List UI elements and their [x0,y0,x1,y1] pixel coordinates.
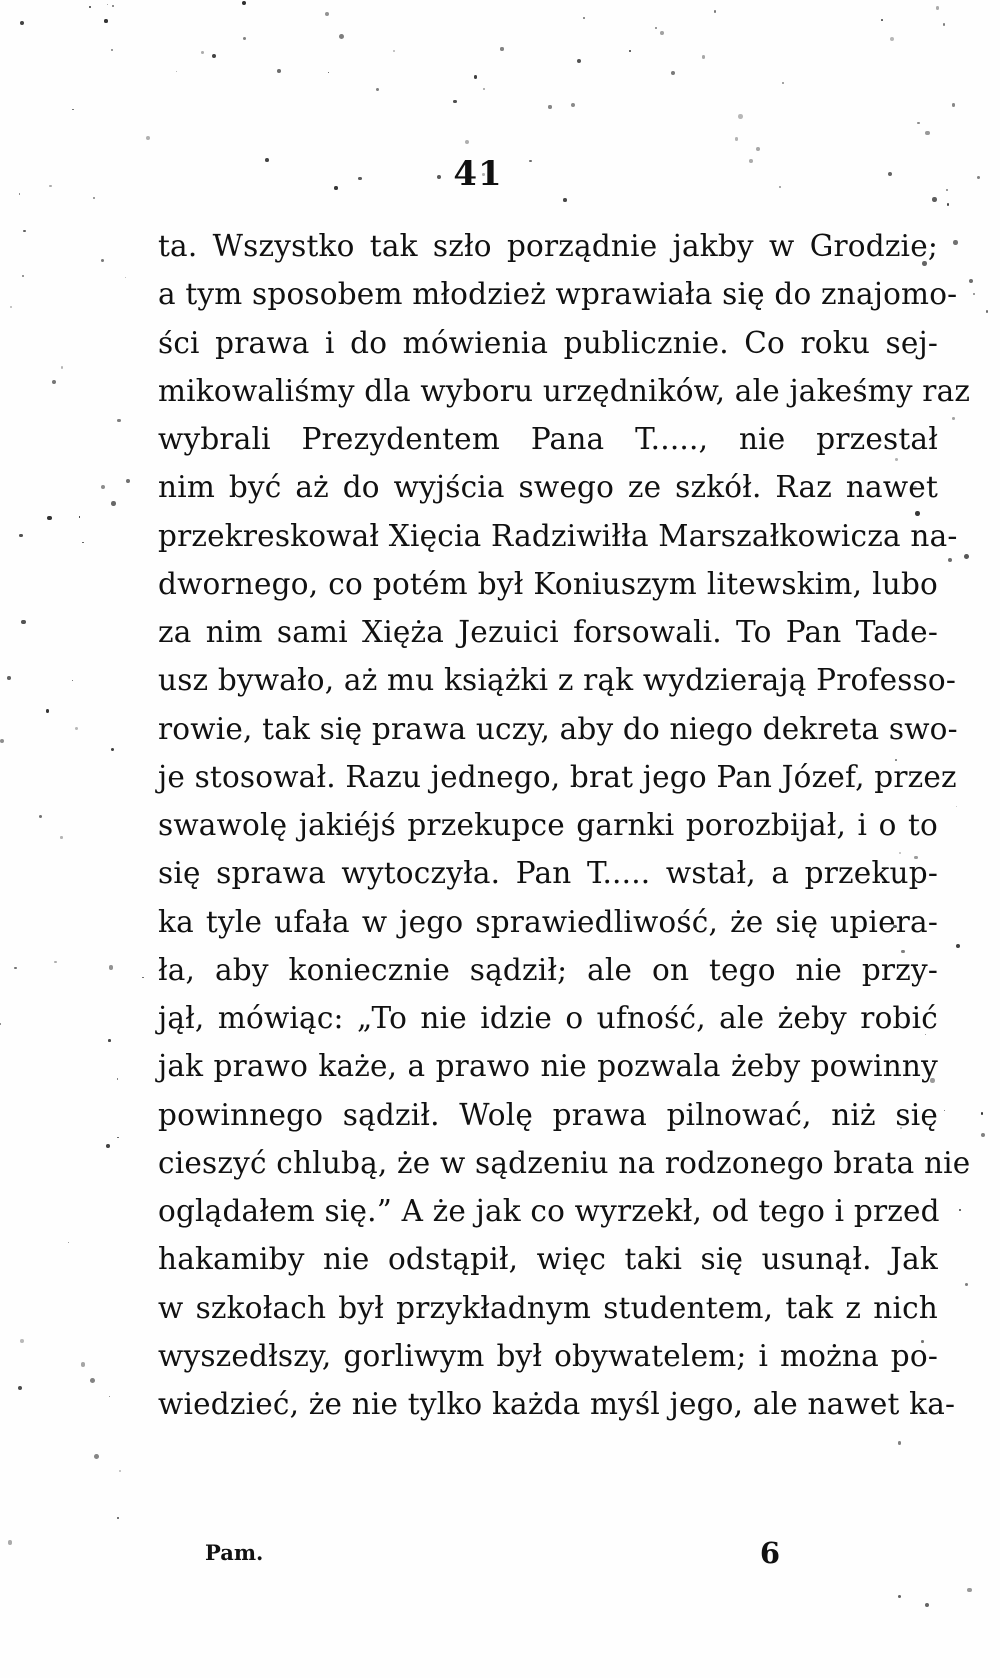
speck [973,293,975,295]
speck [952,103,956,107]
speck [111,49,112,50]
speck [108,1039,111,1042]
text-line: jak prawo każe, a prawo nie pozwala żeby powinny [158,1049,938,1084]
speck [75,727,78,730]
speck [23,230,25,232]
speck [72,109,73,110]
speck [117,1517,120,1520]
speck [714,10,716,12]
speck [738,114,743,119]
speck [201,51,204,54]
speck [93,197,95,199]
speck [212,54,216,58]
speck [453,100,457,104]
speck [7,676,11,680]
text-line: się sprawa wytoczyła. Pan T..... wstał, a przekup- [158,856,938,891]
text-line: hakamiby nie odstąpił, więc taki się usunął. Jak [158,1242,938,1277]
speck [176,71,177,72]
speck [101,485,105,489]
speck [90,1378,95,1383]
speck [328,72,329,73]
speck [47,516,51,520]
speck [0,739,4,743]
speck [111,501,116,506]
speck [94,1454,99,1459]
speck [702,55,705,58]
speck [39,815,42,818]
sheet-number: 6 [759,1536,780,1570]
text-line: wybrali Prezydentem Pana T....., nie przestał [158,422,938,456]
text-line: mikowaliśmy dla wyboru urzędników, ale jakeśmy raz [158,373,971,408]
speck [952,417,955,420]
text-line: w szkołach był przykładnym studentem, tak z nich [158,1290,938,1325]
speck [0,1023,1,1024]
speck [898,1441,901,1444]
speck [577,59,581,63]
speck [967,1588,972,1593]
speck [10,306,12,308]
speck [243,37,246,40]
speck [944,1110,945,1111]
speck [629,50,631,52]
speck [898,1595,901,1598]
speck [571,103,575,107]
text-line: wiedzieć, że nie tylko każda myśl jego, ale nawet ka- [158,1387,956,1421]
speck [22,275,24,277]
text-line: rowie, tak się prawa uczy, aby do niego dekreta swo- [158,711,958,746]
speck [60,836,62,838]
speck [393,50,395,52]
speck [119,1470,121,1472]
speck [14,967,16,969]
speck [54,961,57,964]
speck [986,310,989,313]
text-line: ta. Wszystko tak szło porządnie jakby w Grodzie; [158,229,938,263]
speck [563,198,567,202]
speck [890,37,894,41]
speck [61,366,64,369]
text-line: ka tyle ufała w jego sprawiedliwość, że się upiera- [158,904,938,939]
speck [101,259,104,262]
speck [483,88,485,90]
text-line: ści prawa i do mówienia publicznie. Co roku sej- [158,325,938,360]
speck [671,71,675,75]
speck [660,31,664,35]
speck [325,12,329,16]
speck [19,534,22,537]
speck [242,1,246,5]
text-line: dwornego, co potém był Koniuszym litewskim, lubo [158,566,938,601]
speck [146,136,150,140]
text-line: nim być aż do wyjścia swego ze szkół. Raz nawet [158,470,938,505]
speck [936,6,939,9]
page-footer [205,1536,780,1580]
speck [465,140,469,144]
speck [655,27,657,29]
speck [964,554,969,559]
speck [959,1209,961,1211]
speck [20,1339,24,1343]
signature-mark: Pam. [205,1540,264,1565]
speck [52,380,56,384]
text-line: je stosował. Razu jednego, brat jego Pan Józef, przez [158,759,957,794]
speck [917,122,919,124]
speck [947,203,950,206]
speck [18,1386,22,1390]
speck [109,965,114,970]
text-line: usz bywało, aż mu książki z rąk wydzierają Professo- [158,663,957,698]
speck [925,131,930,136]
speck [81,1362,85,1366]
text-line: za nim sami Xięża Jezuici forsowali. To Pan Tade- [158,615,938,649]
speck [953,240,958,245]
text-line: a tym sposobem młodzież wprawiała się do znajomo- [158,277,958,312]
speck [500,47,503,50]
speck [79,516,80,517]
speck [46,709,50,713]
text-line: cieszyć chlubą, że w sądzeniu na rodzonego brata nie [158,1145,971,1180]
speck [117,1137,119,1139]
speck [72,680,73,681]
speck [376,88,379,91]
text-line: przekreskował Xięcia Radziwiłła Marszałkowicza na- [158,518,958,553]
speck [956,806,957,807]
speck [548,105,551,108]
speck [965,1283,968,1286]
speck [109,1396,110,1397]
speck [756,147,760,151]
speck [969,279,973,283]
text-line: wyszedłszy, gorliwym był obywatelem; i można po- [158,1338,938,1373]
speck [117,1078,118,1079]
speck [474,75,477,78]
speck [104,19,108,23]
speck [735,137,738,140]
text-line: oglądałem się.” A że jak co wyrzekł, od tego i przed [158,1194,940,1228]
speck [142,977,144,979]
speck [932,197,937,202]
text-line: ła, aby koniecznie sądził; ale on tego nie przy- [158,952,938,987]
speck [126,479,130,483]
speck [125,277,126,278]
speck [112,5,114,7]
speck [948,558,952,562]
speck [20,21,24,25]
speck [21,620,26,625]
speck [8,1540,13,1545]
speck [943,23,946,26]
speck [106,1144,110,1148]
speck [277,69,281,73]
page-number: 41 [453,154,503,194]
speck [68,1242,69,1243]
speck [89,6,91,8]
speck [107,4,109,6]
speck [981,1112,984,1115]
speck [782,82,783,83]
speck [956,944,960,948]
text-line: swawolę jakiéjś przekupce garnki porozbijał, i o to [158,808,938,842]
text-line: jął, mówiąc: „To nie idzie o ufność, ale żeby robić [158,1001,938,1035]
speck [82,542,84,544]
speck [117,419,120,422]
speck [981,1133,985,1137]
body-text [158,222,971,1428]
speck [925,1603,929,1607]
speck [339,34,344,39]
speck [881,19,883,21]
text-line: powinnego sądził. Wolę prawa pilnować, niż się [158,1097,938,1132]
speck [583,17,585,19]
speck [111,748,114,751]
